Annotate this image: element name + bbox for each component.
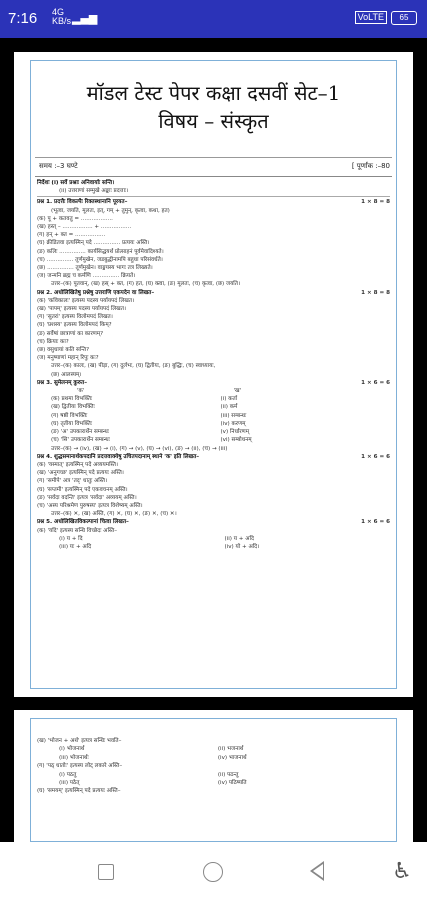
line-text: (भूत्वा, जयति, मूलतः, इत्, गम् + तुमुन्, कृत्वा, कथा, हत) [51,207,170,214]
divider [35,176,392,177]
question-heading [37,379,390,387]
question-line [37,207,390,215]
line-text: उत्तर–(क) → (iv), (ख) → (i), (ग) → (v), (घ) → (vi), (ङ) → (ii), (च) → (iii) [51,445,228,452]
question-line [37,510,390,518]
marks-label: [ पूर्णांक :–80 [351,162,390,170]
option-b: (ii) य + अदि [224,535,254,542]
document-viewer[interactable] [0,38,427,842]
marks-allocation: 1 × 6 = 6 [361,379,390,386]
navigation-bar [0,842,427,900]
question-line [37,787,390,795]
line-text: उत्तर–(क) ✕, (ख) अस्ति, (ग) ✕, (घ) ✕, (ङ) ✕, (च) ✕। [51,511,177,518]
line-text: (ङ) सर्वेषां छात्राणां का कारणम्? [37,330,104,337]
match-item-a: (च) 'सि' उपकारार्थेन सम्बन्धः [51,437,110,444]
line-text: (ग) 'समीपे' अत्र 'तद्' धातुः अस्ति। [37,478,108,485]
time-label: समय :–3 घण्टे [39,162,78,170]
divider [35,157,392,158]
line-text: (घ) 'सप्तमी' इत्यस्मिन् पदे एकवचनम् अस्ति। [37,486,128,493]
match-item-a: (ग) षष्ठी विभक्तिः [51,412,88,419]
question-heading [37,198,390,206]
question-heading [37,453,390,461]
option-a: (i) य + दि [59,535,83,542]
line-text: (ग) हन् + क्त = ................. [37,232,106,239]
question-line [37,737,390,745]
question-line [37,321,390,329]
page-frame [30,718,397,842]
question-line [37,745,390,753]
battery-icon: 65 [391,11,417,25]
question-line [37,754,390,762]
line-text: (ज) जन्मनि ब्रह्म च कर्मणि ............... क्रियते। [37,273,136,280]
line-text: (छ) आलस्यम्। [51,371,82,378]
question-line [37,494,390,502]
option-text: (i) भोजनार्थ [59,746,85,753]
option-text: (iii) भोजनार्थः [59,754,89,761]
line-text: (क) पू + कतवतु = .................. [37,215,113,222]
question-line [37,527,390,535]
line-text: (क) 'यस्मात्' इत्यस्मिन् पदे अव्ययमस्ति। [37,461,119,468]
two-column-row [37,428,390,436]
question-line [37,354,390,362]
line-text: (ज) मनुष्याणां महान् रिपुः कः? [37,355,99,362]
line-text: (छ) वसुधायां कति सन्ति? [37,347,90,354]
back-button-inner [313,864,323,878]
option-text: (ii) भजनार्थ [217,746,244,753]
marks-allocation: 1 × 6 = 6 [361,453,390,460]
match-item-b: (ii) कर्म [220,404,238,411]
question-line [37,248,390,256]
question-line [37,256,390,264]
line-text: निर्देशः (i) सर्वे प्रश्नाः अनिवार्याः सन्ति। [37,180,115,186]
question-line [37,280,390,288]
line-text: (च) क्रियाः का? [37,338,69,345]
paper-subject: विषय – संस्कृत [158,109,269,133]
volte-icon: VoLTE [355,11,387,24]
two-column-row [37,543,390,551]
network-speed [52,8,71,26]
pdf-page-1 [14,52,413,697]
line-text: (घ) क्रीडितवा इत्यस्मिन् पदे ............... प्रत्ययः अस्ति। [37,240,150,247]
question-line [37,346,390,354]
question-line [37,338,390,346]
line-text: प्रश्न 4. शुद्धसमानार्थकपदानि प्रदत्तवाक्येषु उचितपदानाम् स्थाने 'क' इति लिखत– [37,453,200,460]
marks-allocation: 1 × 8 = 8 [361,199,390,206]
match-item-a: (ङ) 'अ' उपकारार्थेन सम्बन्धः [51,429,109,436]
question-line [37,771,390,779]
match-col-a-head: 'क' [77,388,85,395]
line-text: (घ) 'समयम्' इत्यस्मिन् पदे प्रत्ययः अस्ति– [37,788,121,795]
marks-allocation: 1 × 8 = 8 [361,289,390,296]
pdf-page-2 [14,710,413,842]
match-col-b-head: 'ख' [233,388,242,395]
question-heading [37,179,390,187]
option-text: (i) पठतु [59,771,77,778]
question-line [37,272,390,280]
line-text: प्रश्न 5. अधोलिखितविकल्पानां चित्वा लिखत– [37,519,129,526]
line-text: प्रश्न 1. प्रदत्तैः विकल्पैः रिक्तस्थानानि पूरयत– [37,199,128,206]
two-column-row [37,420,390,428]
accessibility-icon[interactable]: ♿ [392,859,412,884]
two-column-row [37,403,390,411]
match-item-b: (vi) सम्बोधनम् [220,437,252,444]
question-line [37,469,390,477]
question-line [37,486,390,494]
question-line [37,239,390,247]
divider [37,196,390,197]
network-unit: KB/s [52,16,72,26]
recents-button[interactable] [98,864,114,880]
option-text: (ii) पठन्तु [217,771,239,778]
question-line [37,362,390,370]
question-line [37,231,390,239]
line-text: प्रश्न 2. अधोलिखितेषु प्रश्नेषु उत्तराणि एकपदेन वा लिखत– [37,289,155,296]
match-item-a: (क) प्रथमा विभक्तिः [51,396,93,403]
match-item-b: (v) निर्धारणम् [220,429,250,436]
page-frame [30,60,397,689]
network-type: 4G [52,7,65,17]
option-text: (iv) भाजनार्थ [217,754,247,761]
line-text: (च) ............... तूर्णमुखेन, जडबुद्धीनामपि बहुधा परिसंवर्धते। [37,256,163,263]
option-text: (iv) पठिष्यति [217,780,247,787]
question-line [37,445,390,453]
line-text: (ग) 'पठ् धातोः' इत्यस्य लोट् लकारे अस्ति– [37,763,123,770]
line-text: (ङ) 'सर्वदा वदन्ति' इत्यत्र 'सर्वदा' अव्ययम् अस्ति। [37,494,137,501]
line-text: (ख) 'भोजन + अर्थ' इत्यत्र सन्धिः भवति– [37,738,122,744]
question-line [37,779,390,787]
question-line [37,187,390,195]
question-line [37,297,390,305]
question-line [37,313,390,321]
question-heading [37,518,390,526]
question-line [37,330,390,338]
match-header [37,387,390,395]
question-line [37,477,390,485]
question-line [37,305,390,313]
option-b: (iv) यो + अदि। [224,543,260,550]
question-line [37,461,390,469]
line-text: उत्तर–(क) पूतवान्, (ख) हस् + क्त, (ग) हत, (घ) क्त्वा, (ङ) मूलतः, (च) कृत्वा, (छ) जयति। [51,281,241,288]
line-text: (ख) हस्त् – ................. + ................. [37,224,132,231]
question-line [37,264,390,272]
question-content [37,737,390,796]
line-text: (छ) ............... तूर्णमुखेन। वाङ्मयस्य भागः तत्र लिख्यते। [37,265,153,272]
option-text: (iii) पठेत् [59,780,80,787]
question-line [37,502,390,510]
question-content [37,179,390,551]
question-heading [37,289,390,297]
two-column-row [37,535,390,543]
line-text: प्रश्न 3. सुमेलनम् कुरुत– [37,379,87,386]
line-text: (घ) 'प्रशस्य' इत्यस्य विलोमपदं किम्? [37,322,112,329]
status-bar [0,0,427,38]
line-text: (ii) उत्तराणां सम्मुखे अङ्काः प्रदत्ताः। [59,188,129,195]
question-line [37,762,390,770]
line-text: उत्तर–(क) कालः, (ख) पीड़ा, (ग) दुर्लभः, (घ) द्वितीयः, (ङ) बुद्धिः, (च) स्वाध्यायः, [51,363,216,370]
match-item-a: (घ) तृतीया विभक्तिः [51,420,93,427]
two-column-row [37,436,390,444]
two-column-row [37,395,390,403]
line-text: (क) 'यदि' इत्यस्य सन्धि विच्छेदः अस्ति– [37,527,118,534]
option-a: (iii) यः + अदि [59,543,92,550]
match-item-a: (ख) द्वितीया विभक्तिः [51,404,95,411]
match-item-b: (iv) करणम् [220,420,246,427]
line-text: (क) 'कविकालः' इत्यस्य पदस्य पर्यायपदं लिखत। [37,297,135,304]
status-time: 7:16 [8,10,38,27]
paper-title: मॉडल टेस्ट पेपर कक्षा दसवीं सेट–1 [86,81,341,105]
home-button[interactable] [203,862,223,882]
question-line [37,371,390,379]
question-line [37,223,390,231]
line-text: (ख) 'अनुगच्छ' इत्यस्मिन् पदे प्रत्ययः अस्ति। [37,470,124,477]
line-text: (ङ) कलिः ............... कार्यसिद्धयर्थं प्रोत्साहनं पूर्वमेवादिश्यते। [37,248,164,255]
match-item-b: (iii) सम्बन्धः [220,412,247,419]
signal-icon: ▂▄▆ [72,12,98,25]
line-text: (ग) 'सुतरां' इत्यस्य विलोमपदं लिखत। [37,314,113,321]
line-text: (च) 'अस्य परिश्रमेण पुरुषस्य' इत्यत्र विशेष्यम् अस्ति। [37,502,143,509]
line-text: (ख) 'पापम्' इत्यस्य पदस्य पर्यायपदं लिखत। [37,306,127,313]
marks-allocation: 1 × 6 = 6 [361,519,390,526]
question-line [37,215,390,223]
two-column-row [37,412,390,420]
match-item-b: (i) कर्ता [220,396,238,403]
